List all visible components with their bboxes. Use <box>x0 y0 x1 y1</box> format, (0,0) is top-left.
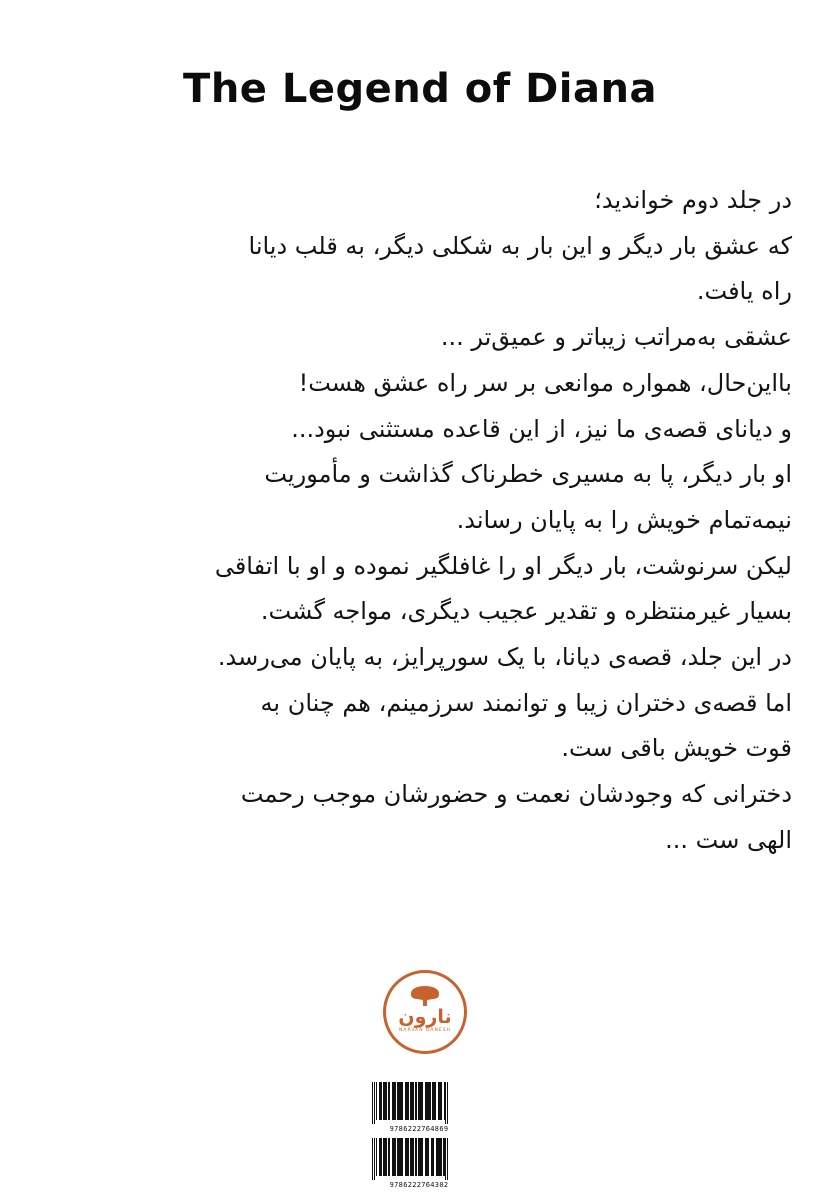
barcode-bar <box>379 1082 380 1120</box>
barcode-bars <box>370 1138 468 1180</box>
barcode-bar <box>392 1138 393 1176</box>
blurb-line: لیکن سرنوشت، بار دیگر او را غافلگیر نموده و او با اتفاقی <box>214 551 792 580</box>
barcode-bar <box>412 1082 414 1120</box>
barcode-bar <box>389 1082 390 1120</box>
blurb-line: در این جلد، قصه‌ی دیانا، با یک سورپرایز، به پایان می‌رسد. <box>217 643 792 672</box>
barcode-bar <box>436 1138 439 1176</box>
blurb-line: و دیانای قصه‌ی ما نیز، از این قاعده مستثنی نبود... <box>291 414 792 443</box>
barcode-bar <box>389 1138 390 1176</box>
barcode-bar <box>421 1082 423 1120</box>
barcode-bar <box>379 1138 380 1176</box>
barcode-bar <box>425 1138 428 1176</box>
blurb-line: در جلد دوم خواندید؛ <box>594 186 792 214</box>
barcode-bar <box>405 1082 406 1120</box>
barcode-bar <box>416 1082 417 1120</box>
blurb-line: بااین‌حال، همواره موانعی بر سر راه عشق هست! <box>298 368 792 397</box>
barcode-bar <box>431 1138 433 1176</box>
barcode-bar <box>374 1082 375 1124</box>
blurb-line: قوت خویش باقی ست. <box>561 734 792 763</box>
barcode-bar <box>432 1082 435 1120</box>
barcode-bar <box>400 1138 403 1176</box>
blurb-line: الهی ست ... <box>665 825 792 854</box>
isbn-barcode <box>370 1082 468 1133</box>
barcode-bar <box>384 1138 387 1176</box>
barcode-bar <box>393 1138 396 1176</box>
barcode-bar <box>372 1138 373 1180</box>
barcode-bar <box>445 1138 446 1180</box>
barcode-bar <box>372 1082 373 1124</box>
barcode-bar <box>405 1138 406 1176</box>
publisher-logo-name: نارون <box>398 1006 452 1028</box>
barcode-bar <box>392 1082 393 1120</box>
barcode-bar <box>428 1082 431 1120</box>
blurb-line: راه یافت. <box>696 277 792 306</box>
barcode-bar <box>393 1082 396 1120</box>
barcode-bar <box>383 1082 384 1120</box>
barcode-bar <box>421 1138 423 1176</box>
barcode-bar <box>439 1138 442 1176</box>
barcode-number: 9786222764302 <box>389 1181 449 1189</box>
barcode-bar <box>406 1138 409 1176</box>
barcode-bar <box>418 1138 421 1176</box>
barcode-bar <box>433 1138 434 1176</box>
barcode-bar <box>380 1082 382 1120</box>
barcode-bar <box>388 1138 389 1176</box>
barcode-bars <box>370 1082 468 1124</box>
blurb-line: او بار دیگر، پا به مسیری خطرناک گذاشت و مأموریت <box>264 460 792 489</box>
barcode-bar <box>435 1082 436 1120</box>
barcode-bar <box>441 1082 442 1120</box>
barcode-bar <box>376 1082 377 1120</box>
blurb-line: دخترانی که وجودشان نعمت و حضورشان موجب رحمت <box>240 780 792 809</box>
barcode-bar <box>445 1082 446 1124</box>
barcode-bar <box>415 1138 416 1176</box>
barcode-bar <box>447 1082 448 1124</box>
blurb-line: که عشق بار دیگر و این بار به شکلی دیگر، به قلب دیانا <box>248 231 792 260</box>
barcode-bar <box>397 1138 400 1176</box>
barcode-bar <box>418 1082 421 1120</box>
blurb-line: اما قصه‌ی دختران زیبا و توانمند سرزمینم، هم چنان به <box>260 688 792 717</box>
barcode-bar <box>397 1082 400 1120</box>
barcode-number: 9786222764869 <box>389 1125 449 1133</box>
barcode-bar <box>412 1138 414 1176</box>
tree-icon <box>408 985 442 1007</box>
book-title: The Legend of Diana <box>183 66 657 112</box>
barcode-bar <box>388 1082 389 1120</box>
blurb-line: نیمه‌تمام خویش را به پایان رساند. <box>456 505 792 534</box>
barcode-bar <box>438 1082 441 1120</box>
publisher-logo <box>383 970 467 1054</box>
barcode-bar <box>406 1082 409 1120</box>
barcode-bar <box>428 1138 429 1176</box>
barcode-bar <box>443 1138 445 1176</box>
isbn-barcode <box>370 1138 468 1189</box>
publisher-logo-subtitle: NARVAN DANESH <box>399 1028 451 1033</box>
barcode-bar <box>415 1082 416 1120</box>
barcode-bar <box>400 1082 403 1120</box>
barcode-bar <box>425 1082 428 1120</box>
barcode-bar <box>410 1082 412 1120</box>
barcode-bar <box>374 1138 375 1180</box>
barcode-bar <box>444 1082 445 1120</box>
barcode-bar <box>447 1138 448 1180</box>
barcode-bar <box>380 1138 382 1176</box>
barcode-bar <box>376 1138 377 1176</box>
back-cover-blurb <box>112 178 792 864</box>
barcode-bar <box>384 1082 387 1120</box>
barcode-bar <box>416 1138 417 1176</box>
barcode-bar <box>410 1138 412 1176</box>
blurb-line: بسیار غیرمنتظره و تقدیر عجیب دیگری، مواجه گشت. <box>260 597 792 626</box>
barcode-bar <box>383 1138 384 1176</box>
blurb-line: عشقی به‌مراتب زیباتر و عمیق‌تر ... <box>440 323 792 352</box>
